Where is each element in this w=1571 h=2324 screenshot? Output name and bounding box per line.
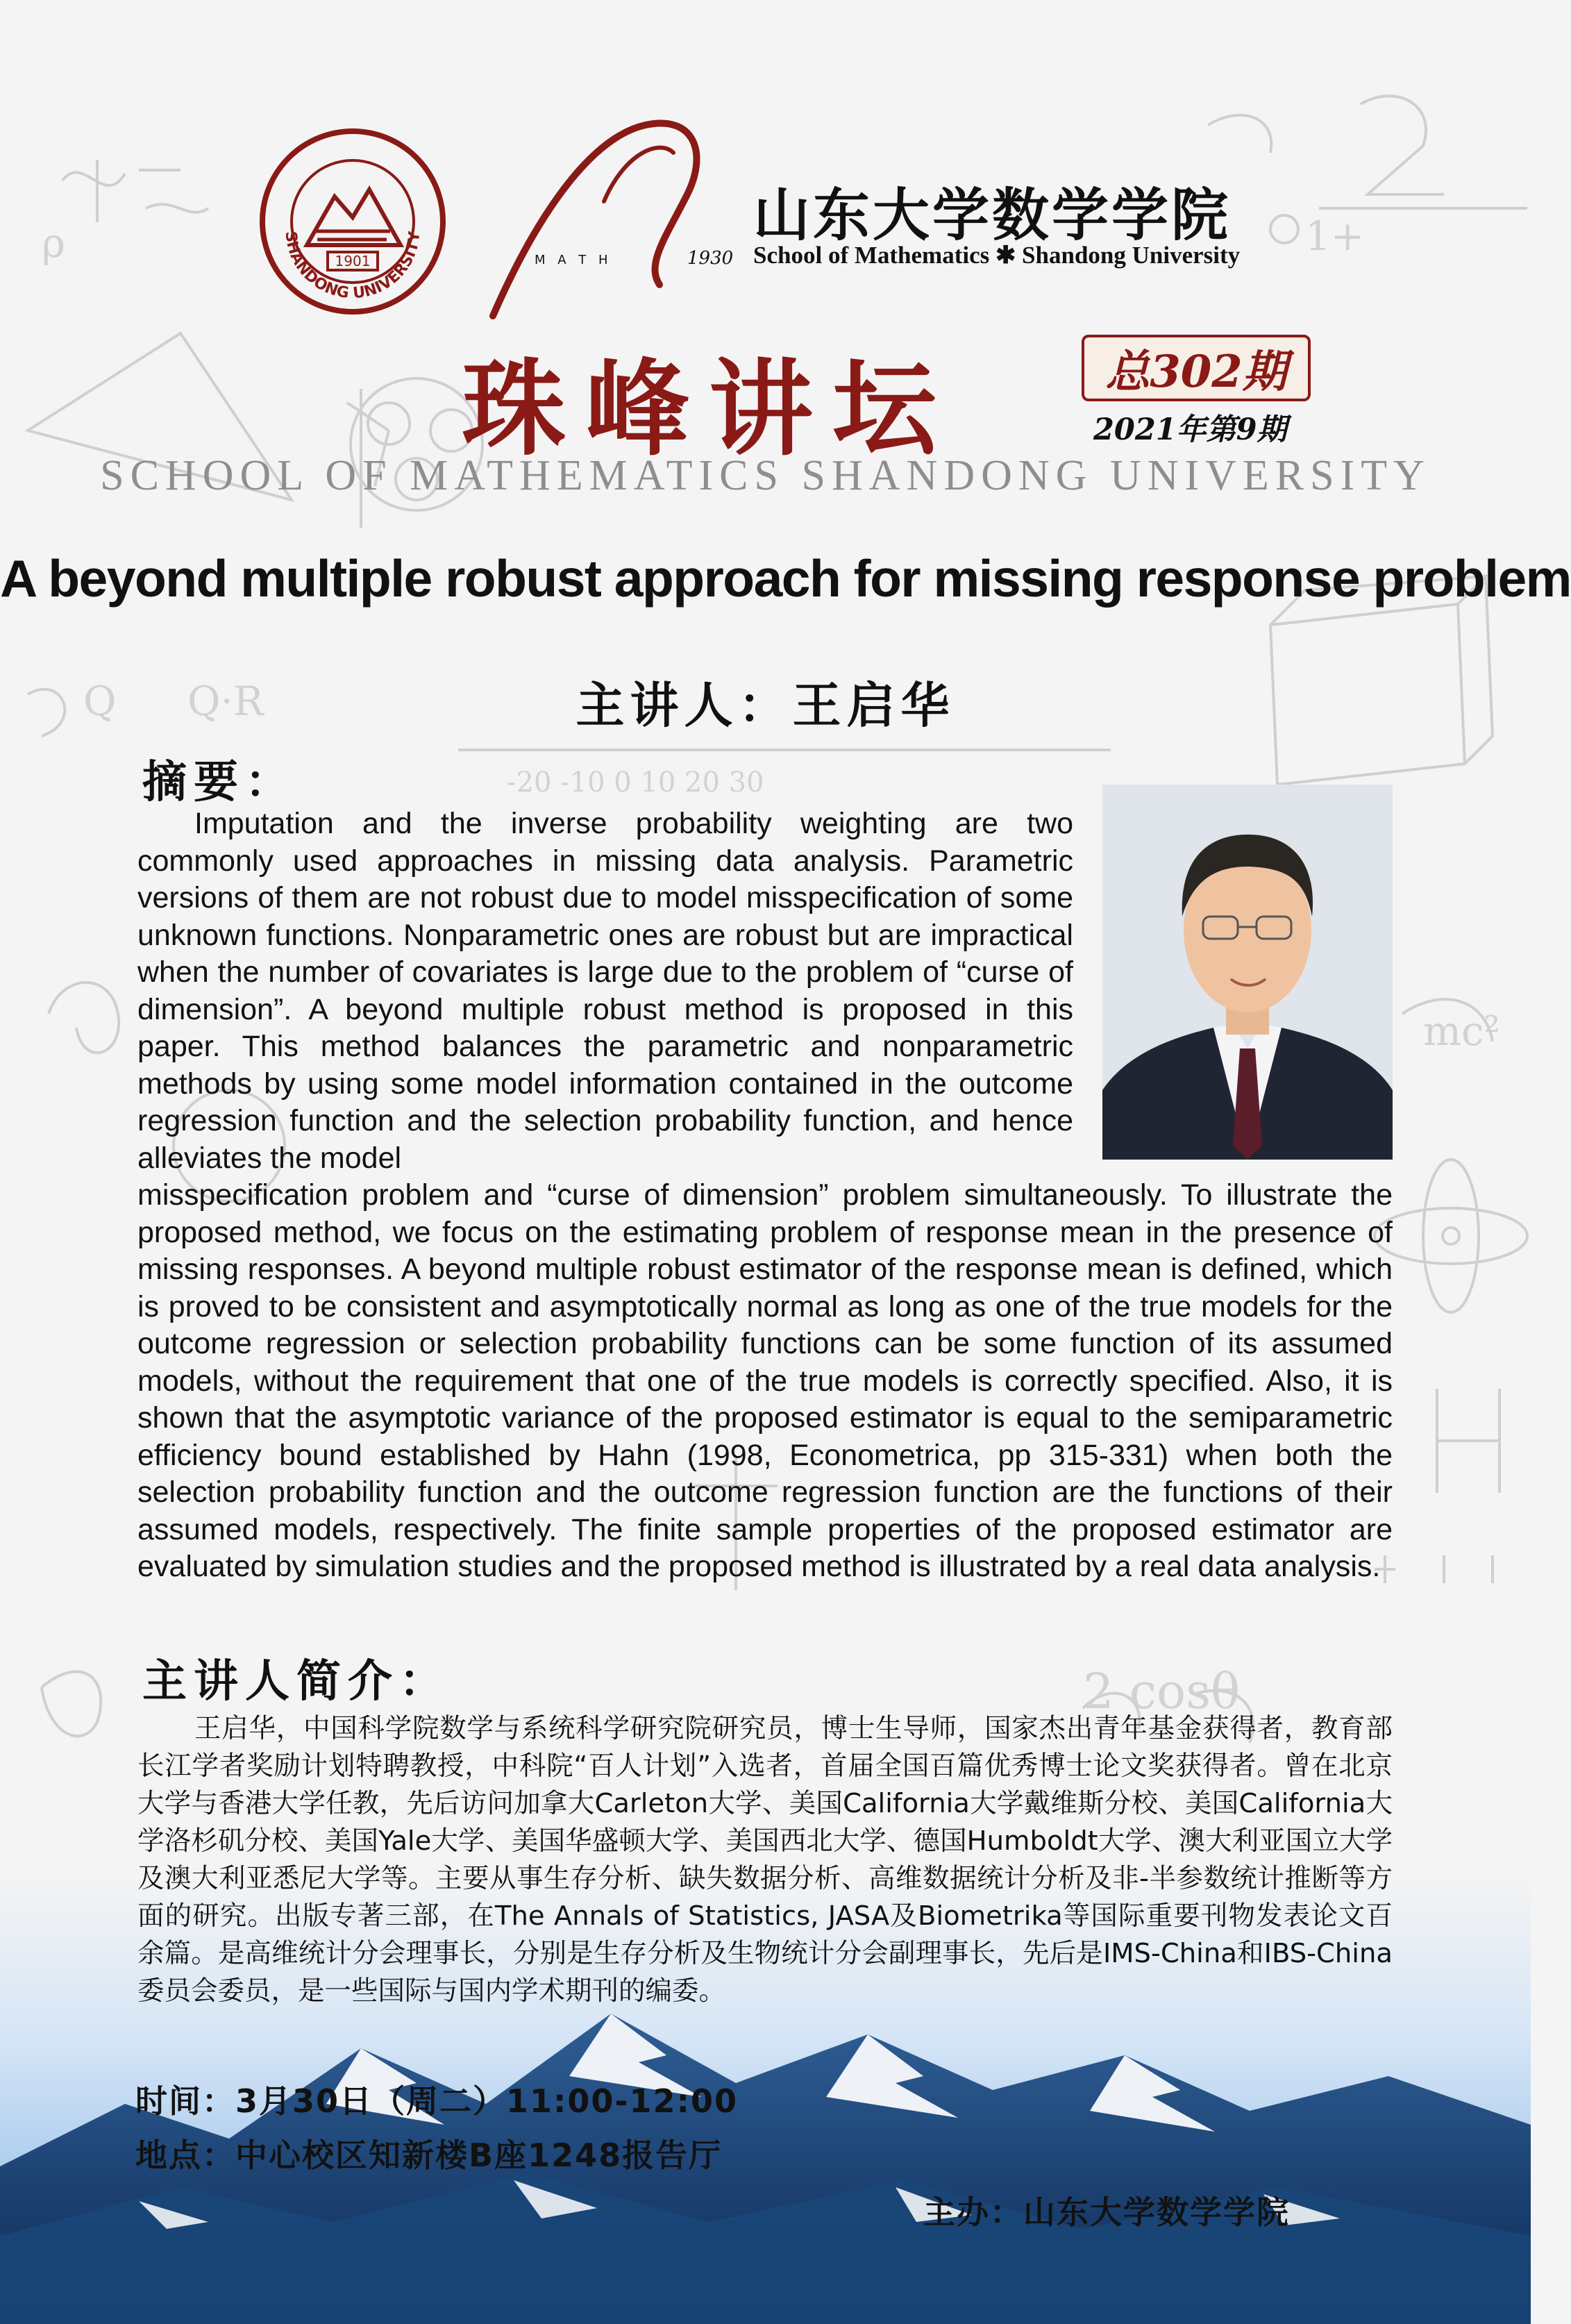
abstract-heading: 摘要： bbox=[142, 756, 296, 808]
svg-text:M A T H: M A T H bbox=[535, 253, 612, 267]
svg-text:ρ: ρ bbox=[42, 219, 66, 267]
speaker-line: 主讲人：王启华 bbox=[576, 676, 955, 734]
issue-total-badge: 总302期 bbox=[1082, 335, 1311, 401]
event-host: 主办：山东大学数学学院 bbox=[923, 2193, 1290, 2231]
bio-heading: 主讲人简介： bbox=[142, 1655, 451, 1707]
svg-text:1901: 1901 bbox=[335, 253, 371, 269]
svg-text:-20 -10 0 10 20: -20 -10 0 10 20 30 bbox=[507, 767, 764, 799]
school-banner: SCHOOL OF MATHEMATICS SHANDONG UNIVERSITY bbox=[100, 452, 1431, 499]
talk-title: A beyond multiple robust approach for missing response problem bbox=[0, 549, 1571, 608]
speaker-portrait bbox=[1102, 785, 1393, 1160]
svg-text:Q: Q bbox=[83, 678, 117, 725]
university-seal-icon bbox=[258, 127, 447, 316]
bio-text: 王启华，中国科学院数学与系统科学研究院研究员，博士生导师，国家杰出青年基金获得者，教育部长江学者奖励计划特聘教授，中科院“百人计划”入选者，首届全国百篇优秀博士论文奖获得者。曾在北京大学与香港大学任教，先后访问加拿大Carleton大学、美国California大学戴维斯分校、美国California大学洛杉矶分校、美国Yale大学、美国华盛顿大学、美国西北大学、德国Humboldt大学、澳大利亚国立大学及澳大利亚悉尼大学等。主要从事生存分析、缺失数据分析、高维数据统计分析及非-半参数统计推断等方面的研究。出版专著三部，在The Annals of Statistics, JASA及Biometrika等国际重要刊物发表论文百余篇。是高维统计分会理事长，分别是生存分析及生物统计分会副理事长，先后是IMS-China和IBS-China委员会委员，是一些国际与国内学术期刊的编委。 bbox=[137, 1713, 1393, 2007]
event-time: 时间：3月30日（周二）11:00-12:00 bbox=[135, 2082, 738, 2120]
abstract-text-full-width: misspecification problem and “curse of dimension” problem simultaneously. To illustrate the proposed method, we focus on the estimating problem of response mean in the presence of missing responses. A beyond multiple robust estimator of the response mean is defined, which is proved to be consistent and asymptotically normal as long as one of the true models for the outcome regression or selection probability functions can be some function of its assumed models, without the requirement that one of the true models is correctly specified. Also, it is shown that the asymptotic variance of the proposed estimator is equal to the semiparametric efficiency bound established by Hahn (1998, Econometrica, pp 315-331) when both the selection probability function and the outcome regression function are the functions of their assumed models, respectively. The finite sample properties of the proposed estimator are evaluated by simulation studies and the proposed method is illustrated by a real data analysis. bbox=[137, 1178, 1393, 1583]
school-name-chinese: 山东大学数学学院 bbox=[753, 182, 1232, 249]
svg-text:2 cosθ: 2 cosθ bbox=[1083, 1663, 1241, 1720]
svg-text:mc²: mc² bbox=[1423, 1008, 1500, 1055]
event-place: 地点：中心校区知新楼B座1248报告厅 bbox=[135, 2137, 723, 2174]
svg-text:SHANDONG UNIVERSITY: SHANDONG UNIVERSITY bbox=[281, 231, 424, 303]
math-1930-logo bbox=[486, 111, 734, 319]
svg-text:1+: 1+ bbox=[1305, 212, 1365, 260]
svg-text:1930: 1930 bbox=[687, 248, 734, 269]
abstract-text-beside-photo: Imputation and the inverse probability weighting are two commonly used approaches in missing data analysis. Parametric versions of them are not robust due to model misspecification of some unknown functions. Nonparametric ones are robust but are impractical when the number of covariates is large due to the problem of “curse of dimension”. A beyond multiple robust method is proposed in this paper. This method balances the parametric and nonparametric methods by using some model information contained in the outcome regression function and the selection probability function, and hence alleviates the model bbox=[137, 807, 1073, 1175]
forum-title: 珠峰讲坛 bbox=[462, 348, 957, 470]
svg-text:Q·R: Q·R bbox=[187, 678, 264, 725]
school-name-english: School of Mathematics ✱ Shandong University bbox=[753, 242, 1241, 269]
issue-year: 2021年第9期 bbox=[1093, 412, 1287, 447]
